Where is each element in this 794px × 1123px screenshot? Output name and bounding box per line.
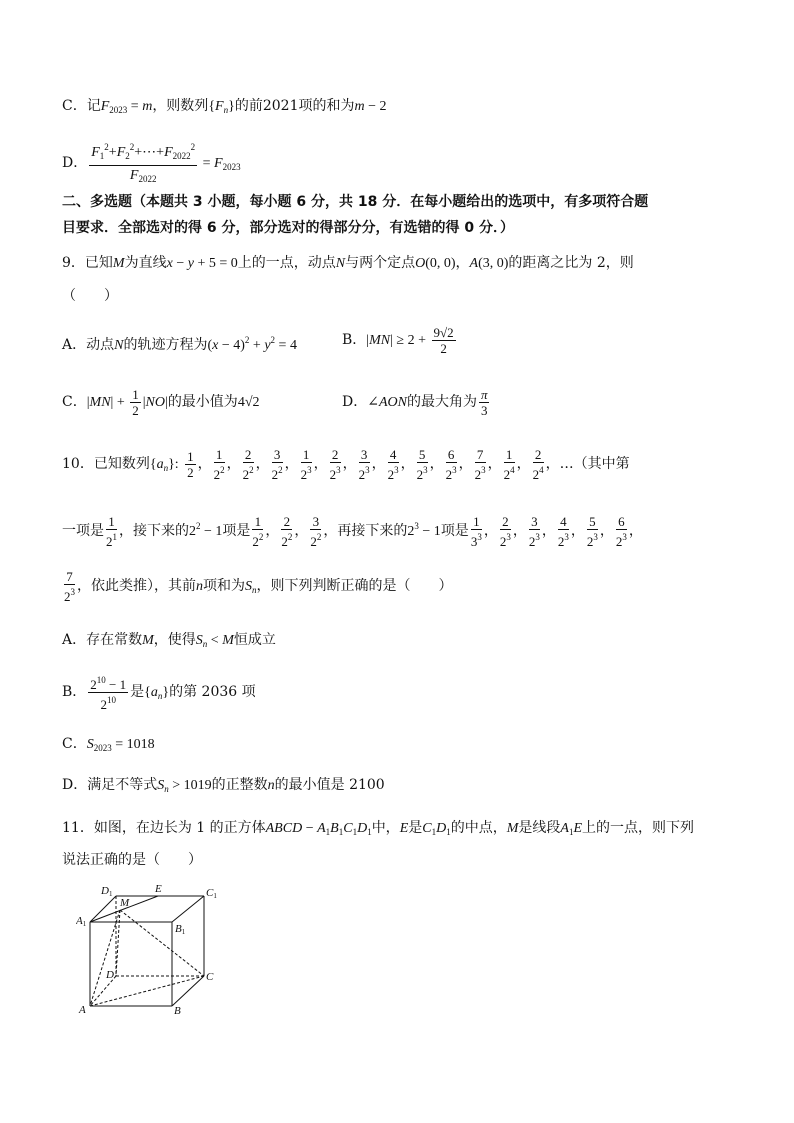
fibonacci-fraction: $\frac{F_1^2+F_2^2+\cdots+F_{2022}^2}{F_{2022}}$ <box>89 138 197 188</box>
q10-option-b: B． $\frac{2^{10} - 1}{2^{10}}$ 是$\{a_n\}$的第 2036 项 <box>62 674 256 712</box>
label-a: A <box>79 1004 86 1016</box>
q10-line-2: 一项是 $\frac{1}{2^1}$ ，接下来的$2^2 - 1$项是 $\frac{1}{2^2}$ ， $\frac{2}{2^2}$ ， $\frac{3}{2^2}$ ，再接下来的$2^3 - 1$项是 $\frac{1}{3^3}$ ， $\frac{2}{2^3}$ ， $\frac{3}{2^3}$ ， $\frac{4}{2^3}$ ， $\frac{5}{2^3}$ ， $\frac{6}{2^3}$ ， <box>62 513 643 549</box>
q9-answer-paren: （ ） <box>62 288 118 304</box>
q9-option-c: C．|MN| + $\frac{1}{2}$ |NO|的最小值为4√2 <box>62 386 260 418</box>
q11-line-2: 说法正确的是（ ） <box>62 852 202 868</box>
section-title: 二、多选题（本题共 3 小题，每小题 6 分，共 18 分．在每小题给出的选项中，有多项符合题 <box>62 194 649 210</box>
label-b: B <box>174 1005 181 1017</box>
label-b1: B1 <box>175 923 186 936</box>
q9-option-a: A．动点N的轨迹方程为$(x - 4)^2 + y^2 = 4$ <box>62 335 297 353</box>
cube-hidden-edges <box>90 896 204 1006</box>
label-e: E <box>155 883 162 895</box>
q10-option-a: A．存在常数M，使得$S_n < M$恒成立 <box>62 632 276 649</box>
section-title-2: 目要求．全部选对的得 6 分，部分选对的得部分分，有选错的得 0 分．） <box>62 220 514 236</box>
question-9: 9．已知M为直线x − y + 5 = 0上的一点，动点N与两个定点O(0, 0)，A(3, 0)的距离之比为 2，则 <box>62 255 634 271</box>
label-c: C <box>206 971 214 983</box>
cube-labels <box>76 883 217 1017</box>
q10-option-d: D．满足不等式$S_n > 1019$的正整数n的最小值是 2100 <box>62 777 385 794</box>
option-c: C．记$F_{2023} = m$，则数列$\{F_n\}$的前2021项的和为m − 2 <box>62 98 387 115</box>
q10-option-c: C．$S_{2023} = 1018$ <box>62 736 155 753</box>
question-10: 10．已知数列$\{a_n\}$: $\frac{1}{2}$ ， $\frac{1}{2^2}$ ， $\frac{2}{2^2}$ ， $\frac{3}{2^2}$ ， $\frac{1}{2^3}$ ， $\frac{2}{2^3}$ ， $\frac{3}{2^3}$ ， $\frac{4}{2^3}$ ， $\frac{5}{2^3}$ ， $\frac{6}{2^3}$ ， $\frac{7}{2^3}$ ， $\frac{1}{2^4}$ ， $\frac{2}{2^4}$ ，…（其中第 <box>62 446 630 482</box>
question-11: 11．如图，在边长为 1 的正方体ABCD − $A_1B_1C_1D_1$中，E是$C_1D_1$的中点，M是线段$A_1E$上的一点，则下列 <box>62 820 695 837</box>
option-d: D． $\frac{F_1^2+F_2^2+\cdots+F_{2022}^2}{F_{2022}}$ = $F_{2023}$ <box>62 138 241 189</box>
q9-option-d: D．∠AON的最大角为 $\frac{\pi}{3}$ <box>342 386 488 418</box>
label-a1: A1 <box>76 915 87 928</box>
label-m: M <box>120 897 130 909</box>
cube-figure <box>76 880 226 1020</box>
label-d1: D1 <box>101 885 113 898</box>
q9-option-b: B．|MN| ≥ 2 + $\frac{9√2}{2}$ <box>342 324 454 356</box>
q10-line-3: $\frac{7}{2^3}$ ，依此类推），其前n项和为$S_n$，则下列判断正确的是（ ） <box>64 568 453 604</box>
label-d: D <box>106 969 114 981</box>
label-c1: C1 <box>206 887 217 900</box>
